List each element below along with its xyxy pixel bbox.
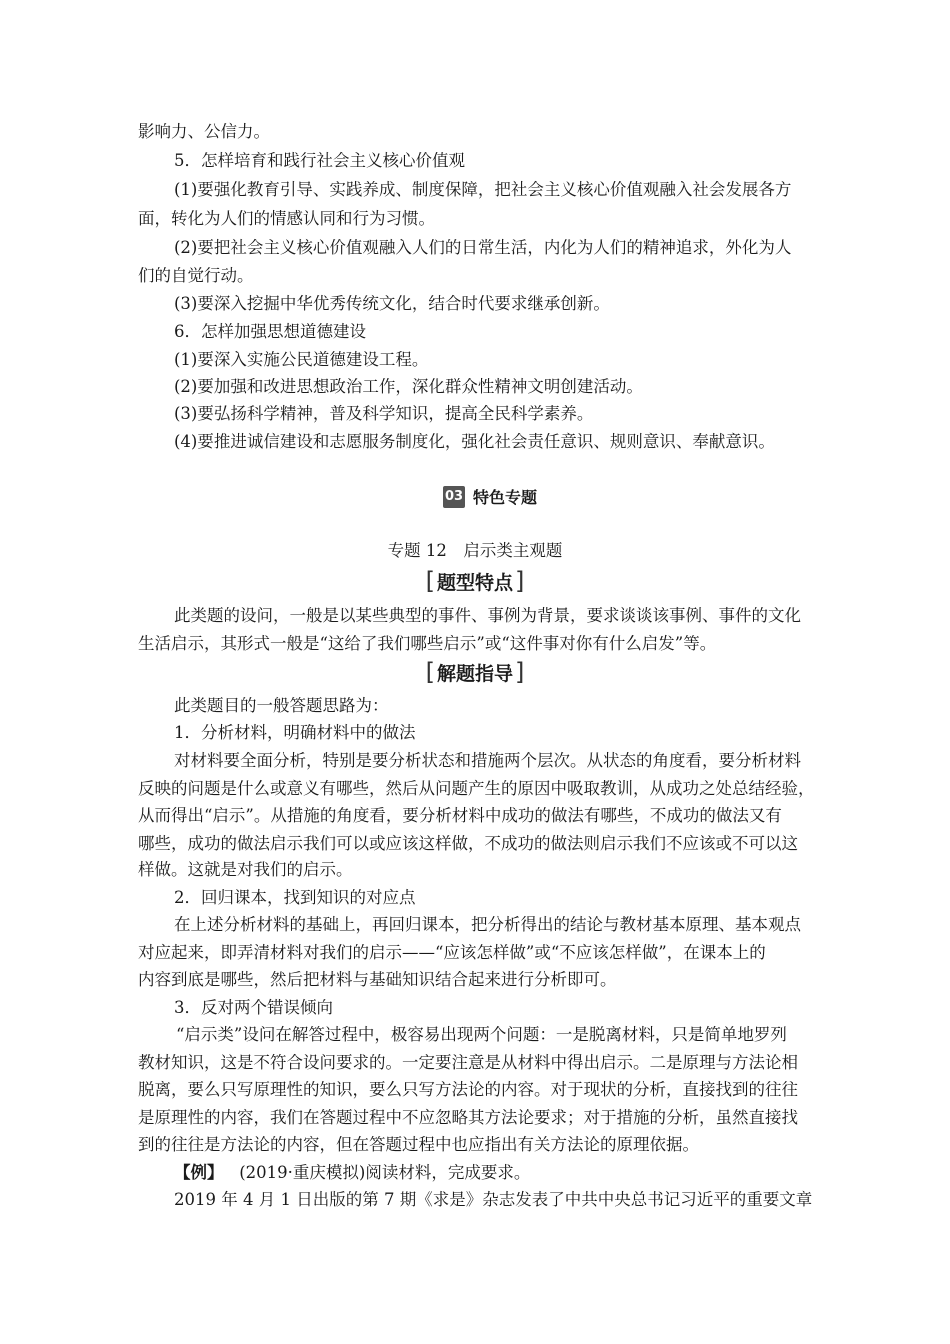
text-line: 是原理性的内容，我们在答题过程中不应忽略其方法论要求；对于措施的分析，虽然直接找 <box>138 1108 798 1127</box>
topic-title: 专题 12 启示类主观题 <box>387 541 563 560</box>
guide-heading: [ 解题指导] <box>425 658 525 686</box>
text-line: 在上述分析材料的基础上，再回归课本，把分析得出的结论与教材基本原理、基本观点 <box>174 915 801 934</box>
text-line: 面，转化为人们的情感认同和行为习惯。 <box>138 209 435 228</box>
step-heading-3: 3．反对两个错误倾向 <box>174 998 333 1017</box>
text-line: 样做。这就是对我们的启示。 <box>138 860 353 879</box>
text-line: 到的往往是方法论的内容，但在答题过程中也应指出有关方法论的原理依据。 <box>138 1135 699 1154</box>
text-line: (3)要深入挖掘中华优秀传统文化，结合时代要求继承创新。 <box>174 294 610 313</box>
text-line: 对应起来，即弄清材料对我们的启示——“应该怎样做”或“不应该怎样做”，在课本上的 <box>138 943 766 962</box>
bracket-left-icon: [ <box>425 658 435 686</box>
example-source: (2019·重庆模拟)阅读材料，完成要求。 <box>239 1163 531 1182</box>
text-line: (2)要把社会主义核心价值观融入人们的日常生活，内化为人们的精神追求，外化为人 <box>174 238 792 257</box>
feature-heading: [ 题型特点] <box>425 567 525 595</box>
text-line: 此类题目的一般答题思路为： <box>174 696 389 715</box>
text-line: (2)要加强和改进思想政治工作，深化群众性精神文明创建活动。 <box>174 377 643 396</box>
text-line: 对材料要全面分析，特别是要分析状态和措施两个层次。从状态的角度看，要分析材料 <box>174 751 801 770</box>
text-line: 此类题的设问，一般是以某些典型的事件、事例为背景，要求谈谈该事例、事件的文化 <box>174 606 801 625</box>
bracket-left-icon: [ <box>425 567 435 595</box>
text-line: 哪些，成功的做法启示我们可以或应该这样做，不成功的做法则启示我们不应该或不可以这 <box>138 834 798 853</box>
text-line: 生活启示，其形式一般是“这给了我们哪些启示”或“这件事对你有什么启发”等。 <box>138 634 717 653</box>
text-line: 反映的问题是什么或意义有哪些，然后从问题产生的原因中吸取教训，从成功之处总结经验， <box>138 779 815 798</box>
text-line: 教材知识，这是不符合设问要求的。一定要注意是从材料中得出启示。二是原理与方法论相 <box>138 1053 798 1072</box>
bracket-right-icon: ] <box>515 658 525 686</box>
section-number-badge: 03 <box>443 486 465 508</box>
section-title: 特色专题 <box>473 488 538 507</box>
text-line: (4)要推进诚信建设和志愿服务制度化，强化社会责任意识、规则意识、奉献意识。 <box>174 432 775 451</box>
heading-item-6: 6．怎样加强思想道德建设 <box>174 322 366 341</box>
text-line: (3)要弘扬科学精神，普及科学知识，提高全民科学素养。 <box>174 404 594 423</box>
text-line: 脱离，要么只写原理性的知识，要么只写方法论的内容。对于现状的分析，直接找到的往往 <box>138 1080 798 1099</box>
example-tag: 【例】 <box>174 1163 224 1182</box>
text-line: 们的自觉行动。 <box>138 266 254 285</box>
text-line: (1)要强化教育引导、实践养成、制度保障，把社会主义核心价值观融入社会发展各方 <box>174 180 792 199</box>
bracket-right-icon: ] <box>515 567 525 595</box>
step-heading-1: 1．分析材料，明确材料中的做法 <box>174 723 416 742</box>
step-heading-2: 2．回归课本，找到知识的对应点 <box>174 888 416 907</box>
text-line: 影响力、公信力。 <box>138 122 270 141</box>
text-line: 2019 年 4 月 1 日出版的第 7 期《求是》杂志发表了中共中央总书记习近平的重要文章 <box>174 1190 813 1209</box>
text-line: “启示类”设问在解答过程中，极容易出现两个问题：一是脱离材料，只是简单地罗列 <box>176 1025 787 1044</box>
heading-item-5: 5．怎样培育和践行社会主义核心价值观 <box>174 151 465 170</box>
text-line: 内容到底是哪些，然后把材料与基础知识结合起来进行分析即可。 <box>138 970 617 989</box>
example-line <box>174 1163 828 1183</box>
text-line: 从而得出“启示”。从措施的角度看，要分析材料中成功的做法有哪些，不成功的做法又有 <box>138 806 782 825</box>
text-line: (1)要深入实施公民道德建设工程。 <box>174 350 429 369</box>
